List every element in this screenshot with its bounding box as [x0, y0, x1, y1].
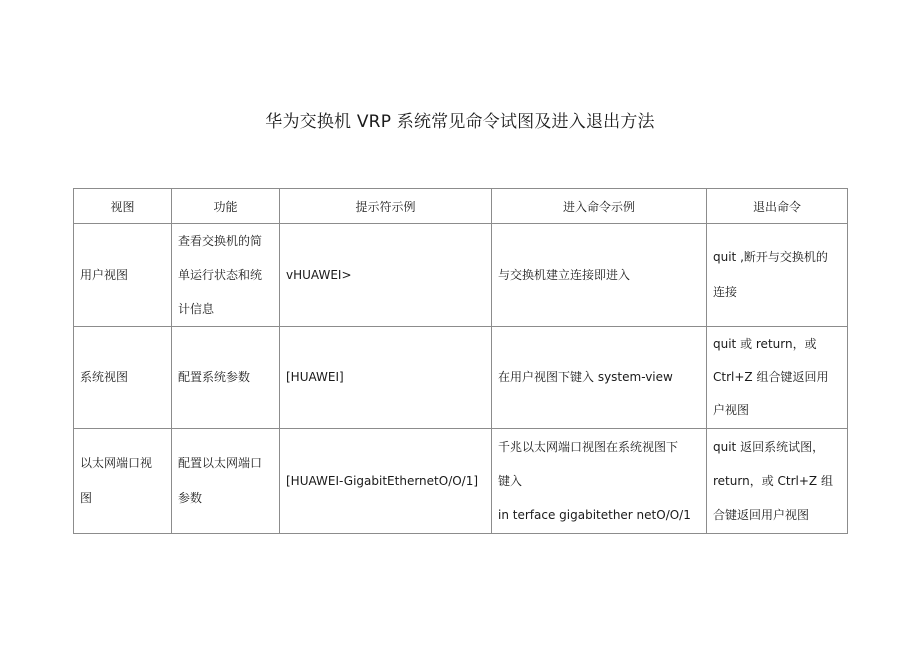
cell-text: 图 — [80, 491, 93, 505]
cell-text: 以太网端口视 — [80, 456, 153, 470]
cell-view — [74, 224, 172, 327]
cell-text: 连接 — [713, 285, 738, 299]
table-row — [74, 327, 848, 429]
cell-prompt — [280, 429, 492, 534]
cell-prompt — [280, 327, 492, 429]
cell-text: 计信息 — [178, 302, 215, 316]
header-exit-command: 退出命令 — [707, 189, 848, 224]
table-row — [74, 429, 848, 534]
cell-text: [HUAWEI] — [286, 370, 344, 384]
cell-function — [172, 224, 280, 327]
cell-enter — [492, 429, 707, 534]
cell-text: return，或 Ctrl+Z 组 — [713, 474, 833, 488]
header-prompt-example: 提示符示例 — [280, 189, 492, 224]
cell-text: 与交换机建立连接即进入 — [498, 267, 631, 282]
cell-text: quit ,断开与交换机的 — [713, 250, 828, 264]
table-row — [74, 224, 848, 327]
cell-text: quit 返回系统试图， — [713, 440, 825, 454]
header-function: 功能 — [172, 189, 280, 224]
cell-function — [172, 429, 280, 534]
cell-view — [74, 327, 172, 429]
cell-text: 配置以太网端口 — [178, 456, 263, 470]
cell-prompt — [280, 224, 492, 327]
document-title: 华为交换机 VRP 系统常见命令试图及进入退出方法 — [265, 112, 655, 132]
cell-exit — [707, 224, 848, 327]
cell-text: 配置系统参数 — [178, 370, 251, 384]
cell-text: in terface gigabitether netO/O/1 — [498, 508, 691, 522]
cell-text: 千兆以太网端口视图在系统视图下 — [498, 440, 679, 454]
command-view-table — [73, 188, 848, 534]
cell-text: 单运行状态和统 — [178, 268, 263, 282]
cell-exit — [707, 429, 848, 534]
cell-enter — [492, 224, 707, 327]
cell-text: 在用户视图下键入 system-view — [498, 370, 673, 384]
cell-text: 用户视图 — [80, 267, 129, 282]
cell-text: quit 或 return，或 — [713, 337, 817, 351]
header-enter-command: 进入命令示例 — [492, 189, 707, 224]
cell-enter — [492, 327, 707, 429]
table-header-row — [74, 189, 848, 224]
cell-text: Ctrl+Z 组合键返回用 — [713, 370, 829, 384]
cell-view — [74, 429, 172, 534]
cell-text: 合键返回用户视图 — [713, 508, 810, 522]
cell-exit — [707, 327, 848, 429]
cell-text: 系统视图 — [80, 370, 129, 384]
cell-text: 参数 — [178, 491, 203, 505]
cell-text: vHUAWEI> — [286, 267, 352, 282]
cell-text: 键入 — [498, 474, 523, 488]
cell-text: [HUAWEI-GigabitEthernetO/O/1] — [286, 473, 479, 488]
cell-function — [172, 327, 280, 429]
header-view: 视图 — [74, 189, 172, 224]
cell-text: 查看交换机的简 — [178, 234, 263, 248]
cell-text: 户视图 — [713, 403, 750, 417]
